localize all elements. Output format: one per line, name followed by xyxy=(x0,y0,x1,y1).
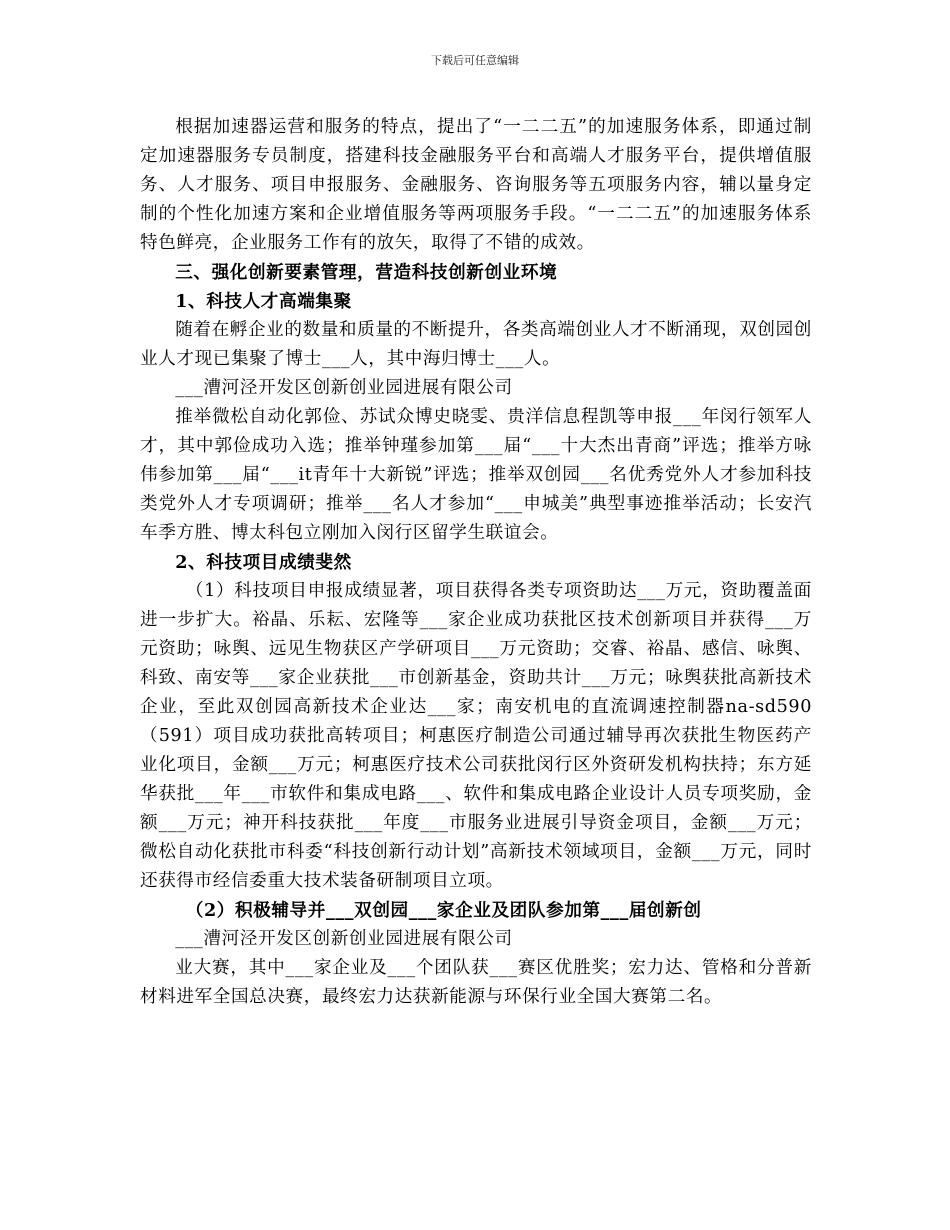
document-body xyxy=(140,113,812,1012)
paragraph-talent-recommendations: 推举微松自动化郭俭、苏试众博史晓雯、贵洋信息程凯等申报___年闵行领军人才，其中郭俭成功入选；推举钟瑾参加第___届“___十大杰出青商”评选；推举方咏伟参加第___届“___it青年十大新锐”评选；推举双创园___名优秀党外人才参加科技类党外人才专项调研；推举___名人才参加“___申城美”典型事迹推举活动；长安汽车季方胜、博太科包立刚加入闵行区留学生联谊会。 xyxy=(140,407,812,543)
subsection-heading-projects: 2、科技项目成绩斐然 xyxy=(175,552,352,573)
company-name-line: ___漕河泾开发区创新创业园进展有限公司 xyxy=(175,378,513,398)
subsection-heading-talent: 1、科技人才高端集聚 xyxy=(175,291,352,312)
company-name-line-2: ___漕河泾开发区创新创业园进展有限公司 xyxy=(175,929,513,949)
paragraph-talent-gathering: 随着在孵企业的数量和质量的不断提升，各类高端创业人才不断涌现，双创园创业人才现已集聚了博士___人，其中海归博士___人。 xyxy=(140,320,812,369)
section-heading-innovation-management: 三、强化创新要素管理，营造科技创新创业环境 xyxy=(175,262,558,283)
page-header: 下载后可任意编辑 xyxy=(431,54,519,67)
paragraph-competition-intro: （2）积极辅导并___双创园___家企业及团队参加第___届创新创 xyxy=(185,900,702,921)
paragraph-project-funding: （1）科技项目申报成绩显著，项目获得各类专项资助达___万元，资助覆盖面进一步扩大。裕晶、乐耘、宏隆等___家企业成功获批区技术创新项目并获得___万元资助；咏舆、远见生物获区产学研项目___万元资助；交睿、裕晶、感信、咏舆、科致、南安等___家企业获批___市创新基金，资助共计___万元；咏舆获批高新技术企业，至此双创园高新技术企业达___家；南安机电的直流调速控制器na-sd590（591）项目成功获批高转项目；柯惠医疗制造公司通过辅导再次获批生物医药产业化项目，金额___万元；柯惠医疗技术公司获批闵行区外资研发机构扶持；东方延华获批___年___市软件和集成电路___、软件和集成电路企业设计人员专项奖励，金额___万元；神开科技获批___年度___市服务业进展引导资金项目，金额___万元；微松自动化获批市科委“科技创新行动计划”高新技术领域项目，金额___万元，同时还获得市经信委重大技术装备研制项目立项。 xyxy=(140,581,812,891)
paragraph-accelerator-service-system: 根据加速器运营和服务的特点，提出了“一二二五”的加速服务体系，即通过制定加速器服务专员制度，搭建科技金融服务平台和高端人才服务平台，提供增值服务、人才服务、项目申报服务、金融服务、咨询服务等五项服务内容，辅以量身定制的个性化加速方案和企业增值服务等两项服务手段。“一二二五”的加速服务体系特色鲜亮，企业服务工作有的放矢，取得了不错的成效。 xyxy=(140,117,812,253)
paragraph-competition-results: 业大赛，其中___家企业及___个团队获___赛区优胜奖；宏力达、管格和分普新材料进军全国总决赛，最终宏力达获新能源与环保行业全国大赛第二名。 xyxy=(140,958,812,1007)
